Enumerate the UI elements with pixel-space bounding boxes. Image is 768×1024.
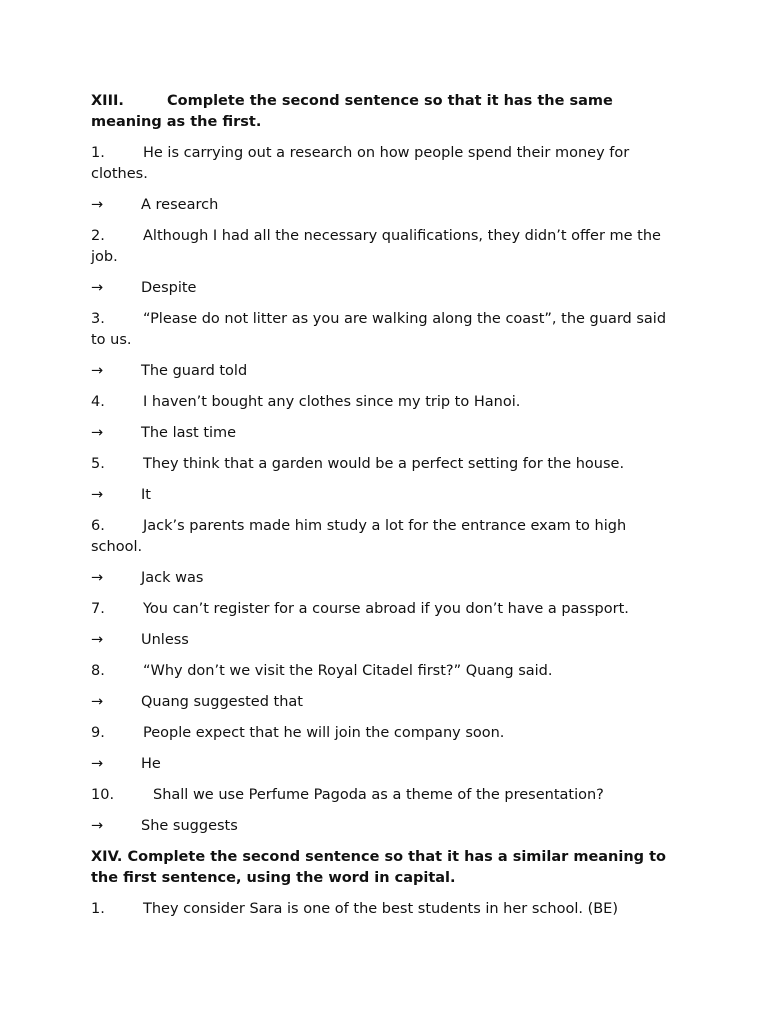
answer-8 — [91, 692, 681, 713]
section-14-title: Complete the second sentence so that it has a similar meaning to the first sentence, using the word in capital. — [91, 849, 666, 886]
answer-start: Unless — [141, 632, 189, 648]
question-number: 1. — [91, 145, 105, 161]
answer-start: Despite — [141, 280, 197, 296]
answer-start: Jack was — [141, 570, 204, 586]
worksheet-page — [91, 91, 681, 930]
question-number: 6. — [91, 518, 105, 534]
section-14-heading — [91, 847, 681, 889]
question-text: I haven’t bought any clothes since my trip to Hanoi. — [143, 394, 521, 410]
arrow-icon: → — [91, 363, 104, 379]
arrow-icon: → — [91, 570, 104, 586]
question-4 — [91, 392, 681, 413]
question-9 — [91, 723, 681, 744]
section-13-heading — [91, 91, 681, 133]
question-text: Shall we use Perfume Pagoda as a theme of the presentation? — [153, 787, 604, 803]
answer-10 — [91, 816, 681, 837]
answer-start: He — [141, 756, 161, 772]
question-number: 7. — [91, 601, 105, 617]
question-text: Jack’s parents made him study a lot for the entrance exam to high school. — [91, 518, 627, 555]
answer-6 — [91, 568, 681, 589]
question-10 — [91, 785, 681, 806]
question-7 — [91, 599, 681, 620]
question-text: People expect that he will join the company soon. — [143, 725, 505, 741]
question-number: 8. — [91, 663, 105, 679]
answer-2 — [91, 278, 681, 299]
arrow-icon: → — [91, 425, 104, 441]
question-number: 2. — [91, 228, 105, 244]
question-text: “Why don’t we visit the Royal Citadel first?” Quang said. — [143, 663, 553, 679]
answer-5 — [91, 485, 681, 506]
question-number: 10. — [91, 787, 115, 803]
arrow-icon: → — [91, 694, 104, 710]
answer-start: It — [141, 487, 151, 503]
question-text: You can’t register for a course abroad if you don’t have a passport. — [143, 601, 629, 617]
question-text: They think that a garden would be a perfect setting for the house. — [143, 456, 625, 472]
question-5 — [91, 454, 681, 475]
arrow-icon: → — [91, 818, 104, 834]
question-text: Although I had all the necessary qualifications, they didn’t offer me the job. — [91, 228, 661, 265]
arrow-icon: → — [91, 632, 104, 648]
answer-start: She suggests — [141, 818, 238, 834]
answer-4 — [91, 423, 681, 444]
answer-start: Quang suggested that — [141, 694, 303, 710]
answer-start: The last time — [141, 425, 237, 441]
arrow-icon: → — [91, 197, 104, 213]
answer-1 — [91, 195, 681, 216]
answer-9 — [91, 754, 681, 775]
answer-start: A research — [141, 197, 219, 213]
answer-7 — [91, 630, 681, 651]
question-8 — [91, 661, 681, 682]
arrow-icon: → — [91, 487, 104, 503]
section-13-number: XIII. — [91, 93, 124, 109]
arrow-icon: → — [91, 756, 104, 772]
question-2 — [91, 226, 681, 268]
question-text: They consider Sara is one of the best students in her school. (BE) — [143, 901, 618, 917]
question-text: “Please do not litter as you are walking along the coast”, the guard said to us. — [91, 311, 667, 348]
question-3 — [91, 309, 681, 351]
arrow-icon: → — [91, 280, 104, 296]
question-number: 1. — [91, 901, 105, 917]
question-number: 9. — [91, 725, 105, 741]
answer-3 — [91, 361, 681, 382]
section-14-question-1 — [91, 899, 681, 920]
question-6 — [91, 516, 681, 558]
section-14-number: XIV. — [91, 849, 123, 865]
answer-start: The guard told — [141, 363, 248, 379]
question-1 — [91, 143, 681, 185]
question-number: 3. — [91, 311, 105, 327]
question-number: 5. — [91, 456, 105, 472]
section-13-title: Complete the second sentence so that it has the same meaning as the first. — [91, 93, 613, 130]
question-text: He is carrying out a research on how people spend their money for clothes. — [91, 145, 630, 182]
question-number: 4. — [91, 394, 105, 410]
